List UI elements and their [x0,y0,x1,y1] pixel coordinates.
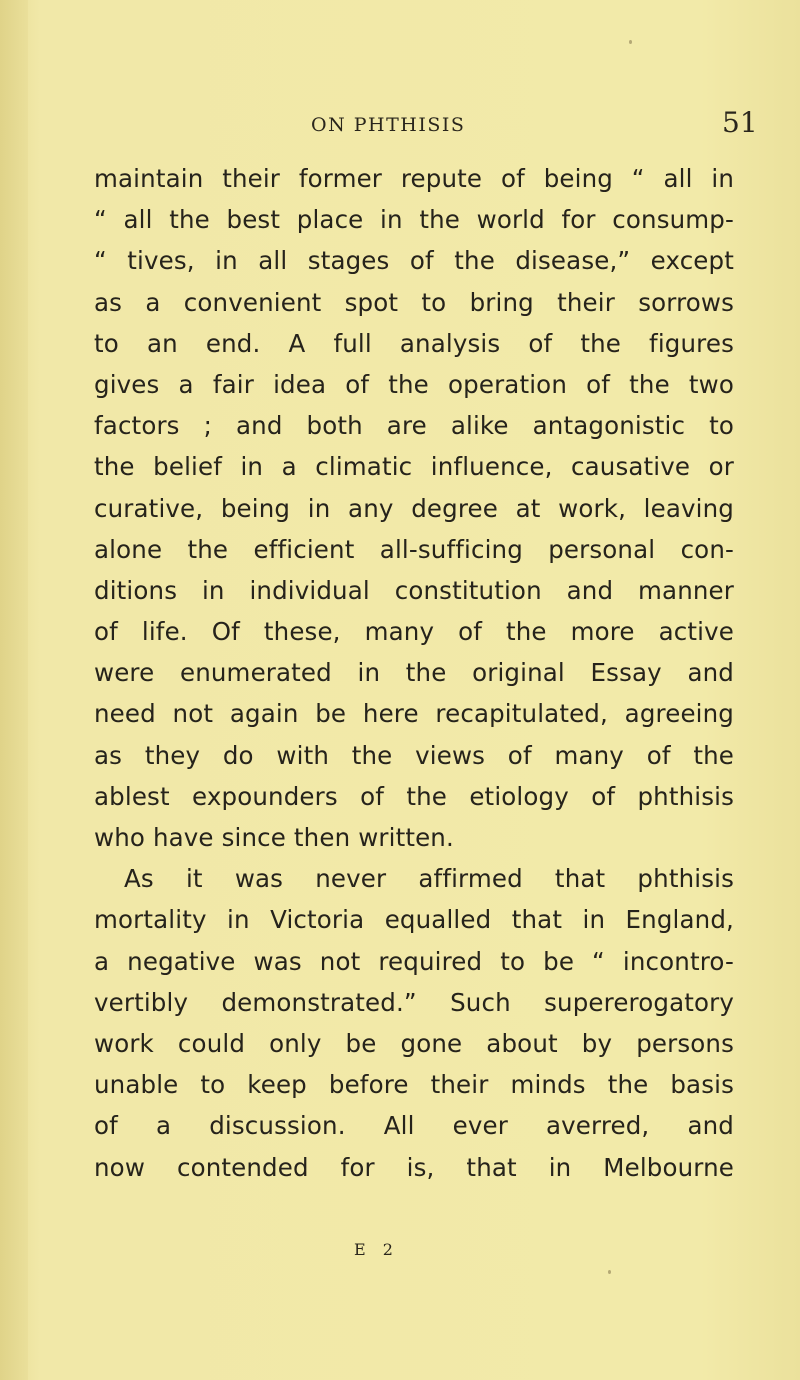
page-header [0,104,800,144]
text-line: vertibly demonstrated.” Such supererogatory [94,987,734,1017]
paper-speck [629,40,632,44]
text-line: ablest expounders of the etiology of phthisis [94,781,734,811]
text-line: alone the efficient all-sufficing personal con- [94,534,734,564]
paper-speck [608,1270,611,1274]
text-line: a negative was not required to be “ incontro- [94,946,734,976]
page-gutter-shadow [0,0,28,1380]
text-line: gives a fair idea of the operation of the two [94,369,734,399]
running-head: ON PHTHISIS [311,114,466,136]
text-line: now contended for is, that in Melbourne [94,1152,734,1182]
text-line: As it was never affirmed that phthisis [124,864,734,894]
page-number: 51 [722,106,758,139]
text-line: as they do with the views of many of the [94,740,734,770]
text-line: ditions in individual constitution and manner [94,575,734,605]
text-line: curative, being in any degree at work, leaving [94,493,734,523]
signature-mark: E 2 [354,1240,399,1259]
text-line: maintain their former repute of being “ all in [94,164,734,193]
text-line: factors ; and both are alike antagonistic to [94,411,734,441]
text-line: “ all the best place in the world for consump- [94,205,734,235]
text-line: as a convenient spot to bring their sorrows [94,287,734,317]
body-text [94,158,734,1188]
text-line: unable to keep before their minds the basis [94,1070,734,1100]
text-line: of a discussion. All ever averred, and [94,1111,734,1141]
text-line: work could only be gone about by persons [94,1028,734,1058]
text-line: who have since then written. [94,823,454,852]
text-line: were enumerated in the original Essay and [94,658,734,688]
text-line: the belief in a climatic influence, causative or [94,452,734,482]
text-line: to an end. A full analysis of the figures [94,328,734,358]
text-line: need not again be here recapitulated, agreeing [94,699,734,729]
text-line: mortality in Victoria equalled that in England, [94,905,734,935]
text-line: of life. Of these, many of the more active [94,617,734,647]
text-line: “ tives, in all stages of the disease,” except [94,246,734,276]
